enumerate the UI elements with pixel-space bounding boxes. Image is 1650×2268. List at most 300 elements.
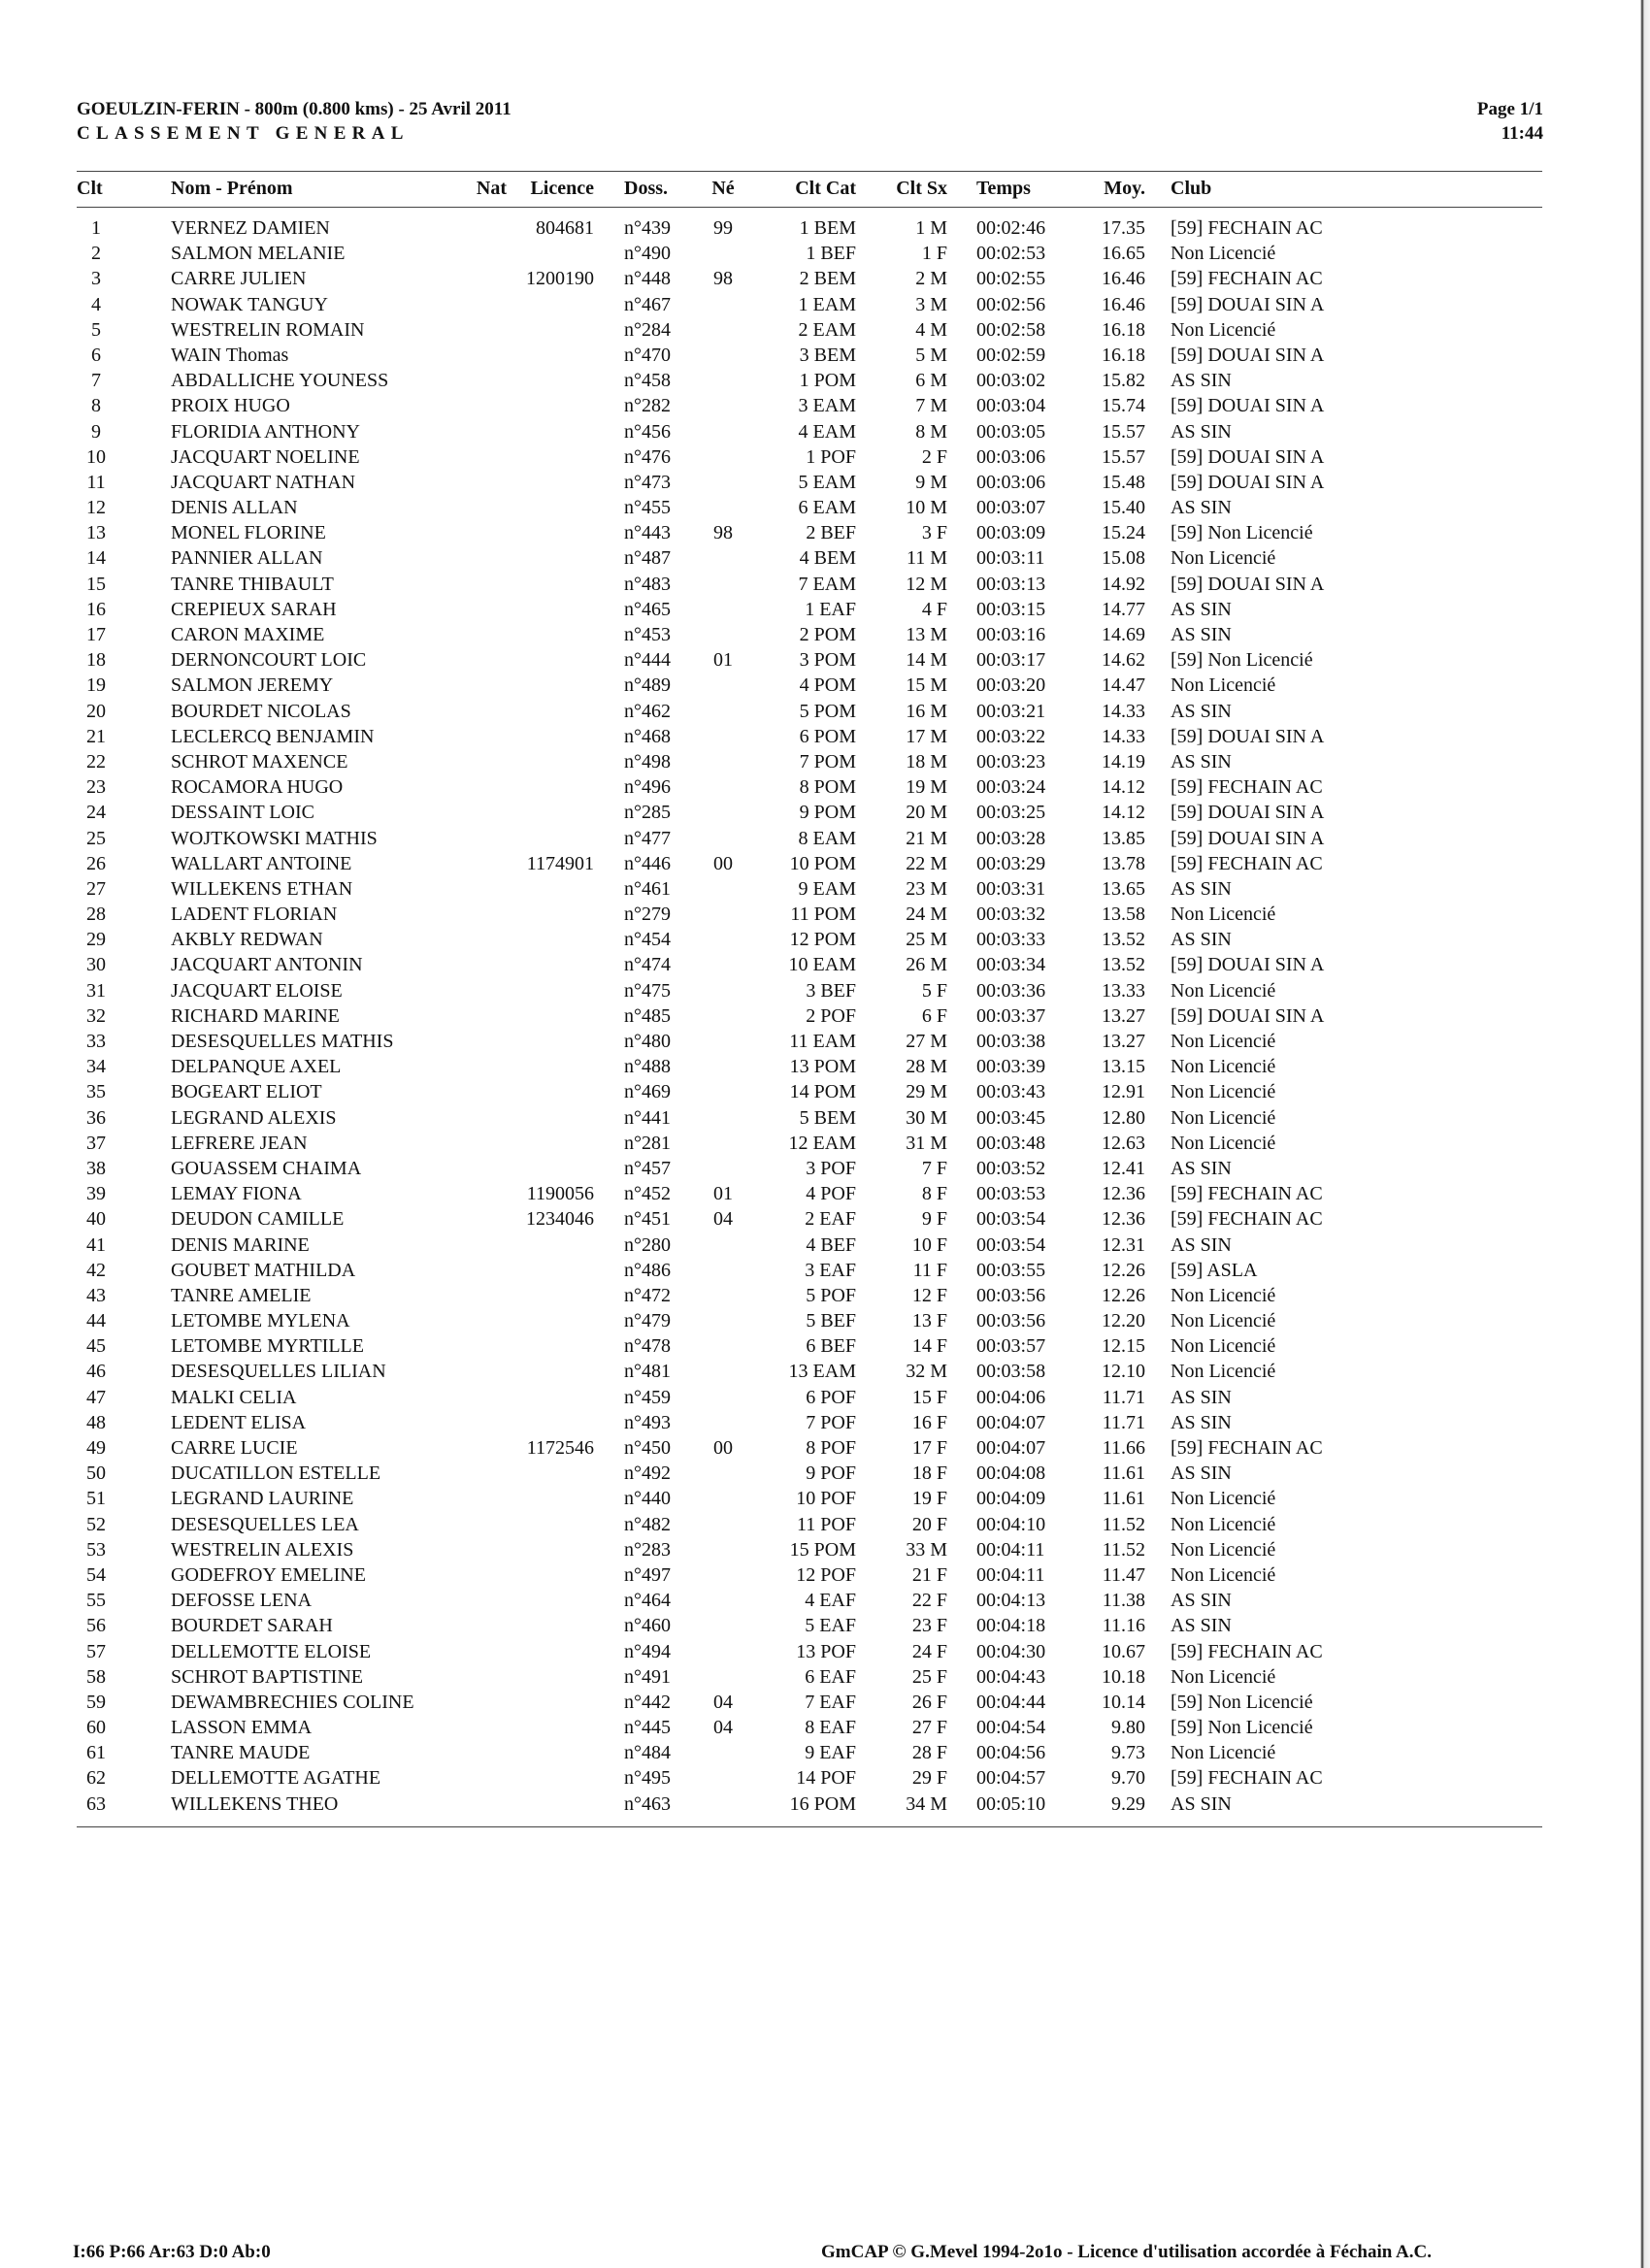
cell-temps: 00:04:18 (976, 1615, 1046, 1637)
cell-nom: JACQUART ANTONIN (171, 954, 363, 976)
cell-clt-cat: 10 EAM (788, 954, 856, 976)
cell-clt-cat: 1 EAF (805, 598, 856, 620)
cell-doss: n°485 (624, 1004, 671, 1027)
cell-clt: 41 (86, 1233, 106, 1256)
cell-moy: 9.80 (1111, 1717, 1145, 1739)
cell-clt-sx: 3 F (921, 522, 947, 544)
cell-temps: 00:03:53 (976, 1183, 1046, 1205)
cell-clt-sx: 8 F (921, 1183, 947, 1205)
cell-clt: 19 (86, 674, 106, 697)
cell-clt: 28 (86, 904, 106, 926)
cell-clt: 5 (91, 318, 101, 341)
cell-clt-cat: 15 POM (789, 1538, 856, 1561)
cell-temps: 00:03:57 (976, 1335, 1046, 1358)
cell-nom: AKBLY REDWAN (171, 929, 323, 951)
cell-doss: n°446 (624, 852, 671, 874)
cell-clt-sx: 27 F (911, 1717, 947, 1739)
cell-club: Non Licencié (1171, 547, 1276, 570)
print-time: 11:44 (1501, 123, 1543, 144)
cell-clt-cat: 9 EAM (798, 877, 856, 900)
cell-club: AS SIN (1171, 700, 1232, 722)
cell-club: Non Licencié (1171, 1310, 1276, 1332)
cell-moy: 13.65 (1102, 877, 1145, 900)
cell-clt-cat: 13 EAM (788, 1361, 856, 1383)
cell-clt-sx: 19 M (906, 776, 947, 799)
cell-clt-cat: 8 EAM (798, 827, 856, 849)
col-temps: Temps (976, 178, 1031, 199)
table-row (0, 419, 1650, 444)
cell-temps: 00:02:46 (976, 217, 1046, 239)
cell-clt-sx: 25 M (906, 929, 947, 951)
col-doss: Doss. (624, 178, 669, 199)
table-row (0, 1639, 1650, 1664)
cell-club: Non Licencié (1171, 1132, 1276, 1154)
cell-ne: 04 (713, 1717, 733, 1739)
cell-club: Non Licencié (1171, 243, 1276, 265)
cell-nom: DEWAMBRECHIES COLINE (171, 1691, 414, 1713)
cell-clt-sx: 3 M (915, 293, 947, 315)
cell-clt-cat: 1 BEM (799, 217, 856, 239)
cell-temps: 00:03:06 (976, 445, 1046, 468)
col-ne: Né (711, 178, 735, 199)
cell-ne: 00 (713, 1437, 733, 1459)
cell-doss: n°493 (624, 1411, 671, 1433)
cell-doss: n°467 (624, 293, 671, 315)
cell-clt-cat: 13 POM (789, 1056, 856, 1078)
cell-clt-cat: 9 POF (806, 1463, 856, 1485)
cell-temps: 00:03:28 (976, 827, 1046, 849)
cell-club: Non Licencié (1171, 1335, 1276, 1358)
cell-clt-cat: 3 BEF (806, 979, 856, 1002)
table-row (0, 1283, 1650, 1308)
cell-clt-sx: 12 M (906, 573, 947, 595)
cell-clt-cat: 4 POF (806, 1183, 856, 1205)
cell-moy: 13.27 (1102, 1004, 1145, 1027)
cell-nom: SALMON MELANIE (171, 243, 346, 265)
cell-moy: 11.47 (1102, 1563, 1145, 1586)
table-row (0, 241, 1650, 266)
cell-temps: 00:04:11 (976, 1538, 1045, 1561)
cell-nom: DEFOSSE LENA (171, 1590, 313, 1612)
cell-clt-cat: 1 EAM (798, 293, 856, 315)
cell-clt-cat: 8 POF (806, 1437, 856, 1459)
cell-clt-sx: 20 M (906, 802, 947, 824)
table-row (0, 444, 1650, 470)
cell-moy: 13.85 (1102, 827, 1145, 849)
cell-temps: 00:03:54 (976, 1233, 1046, 1256)
cell-club: [59] DOUAI SIN A (1171, 725, 1325, 747)
cell-clt-cat: 8 EAF (805, 1717, 856, 1739)
cell-temps: 00:03:45 (976, 1106, 1046, 1129)
cell-temps: 00:04:07 (976, 1437, 1046, 1459)
cell-clt-sx: 13 M (906, 624, 947, 645)
cell-clt-sx: 30 M (906, 1106, 947, 1129)
table-row (0, 1613, 1650, 1638)
cell-clt: 30 (86, 954, 106, 976)
cell-clt: 13 (86, 522, 106, 544)
cell-nom: TANRE MAUDE (171, 1742, 311, 1764)
cell-clt: 24 (86, 802, 106, 824)
cell-nom: BOURDET NICOLAS (171, 700, 351, 722)
cell-club: [59] FECHAIN AC (1171, 852, 1323, 874)
cell-clt-cat: 6 POM (799, 725, 856, 747)
cell-temps: 00:03:17 (976, 649, 1046, 672)
results-table (0, 215, 1650, 1817)
cell-moy: 12.91 (1102, 1081, 1145, 1103)
cell-club: [59] FECHAIN AC (1171, 1767, 1323, 1790)
cell-clt: 22 (86, 750, 106, 772)
cell-doss: n°281 (624, 1132, 671, 1154)
cell-clt: 36 (86, 1106, 106, 1129)
cell-temps: 00:04:11 (976, 1563, 1045, 1586)
cell-clt-sx: 11 M (906, 547, 947, 570)
cell-doss: n°456 (624, 420, 671, 443)
cell-temps: 00:03:07 (976, 497, 1046, 519)
cell-nom: VERNEZ DAMIEN (171, 217, 330, 239)
cell-doss: n°440 (624, 1488, 671, 1510)
cell-doss: n°498 (624, 750, 671, 772)
table-row (0, 1537, 1650, 1562)
table-row (0, 774, 1650, 800)
page-info (1359, 97, 1543, 146)
table-row (0, 495, 1650, 520)
cell-moy: 9.73 (1111, 1742, 1145, 1764)
cell-clt: 21 (86, 725, 106, 747)
cell-clt-sx: 15 F (911, 1386, 947, 1408)
cell-clt-cat: 5 EAF (805, 1615, 856, 1637)
table-row (0, 1181, 1650, 1206)
cell-clt-cat: 3 POF (806, 1157, 856, 1179)
cell-moy: 12.20 (1102, 1310, 1145, 1332)
cell-clt-cat: 9 EAF (805, 1742, 856, 1764)
cell-clt-sx: 10 M (906, 497, 947, 519)
cell-moy: 14.69 (1102, 624, 1145, 645)
cell-temps: 00:03:38 (976, 1031, 1046, 1052)
cell-doss: n°285 (624, 802, 671, 824)
cell-club: AS SIN (1171, 1157, 1232, 1179)
cell-moy: 16.46 (1102, 268, 1145, 290)
cell-clt-cat: 10 POF (796, 1488, 856, 1510)
col-club: Club (1171, 178, 1212, 199)
cell-clt-sx: 33 M (906, 1538, 947, 1561)
cell-clt: 61 (86, 1742, 106, 1764)
cell-clt-sx: 21 M (906, 827, 947, 849)
cell-nom: DELPANQUE AXEL (171, 1056, 342, 1078)
cell-moy: 11.66 (1102, 1437, 1145, 1459)
table-row (0, 647, 1650, 673)
table-row (0, 317, 1650, 343)
cell-clt-sx: 20 F (911, 1513, 947, 1535)
cell-clt: 63 (86, 1792, 106, 1815)
header-rule-top (77, 171, 1542, 172)
cell-club: [59] Non Licencié (1171, 1691, 1313, 1713)
cell-clt: 52 (86, 1513, 106, 1535)
cell-temps: 00:04:30 (976, 1640, 1046, 1662)
cell-moy: 14.12 (1102, 776, 1145, 799)
cell-nom: GOUBET MATHILDA (171, 1259, 356, 1281)
cell-clt-cat: 16 POM (789, 1792, 856, 1815)
table-row (0, 927, 1650, 952)
table-row (0, 572, 1650, 597)
table-row (0, 1206, 1650, 1232)
table-row (0, 1461, 1650, 1486)
cell-ne: 01 (713, 1183, 733, 1205)
cell-club: [59] DOUAI SIN A (1171, 954, 1325, 976)
cell-club: [59] FECHAIN AC (1171, 268, 1323, 290)
cell-club: AS SIN (1171, 1233, 1232, 1256)
cell-licence: 1174901 (526, 852, 594, 874)
cell-moy: 9.70 (1111, 1767, 1145, 1790)
cell-clt-sx: 13 F (911, 1310, 947, 1332)
cell-nom: MONEL FLORINE (171, 522, 326, 544)
table-row (0, 1003, 1650, 1029)
race-title: GOEULZIN-FERIN - 800m (0.800 kms) - 25 Avril 2011 (77, 99, 512, 119)
cell-clt: 59 (86, 1691, 106, 1713)
cell-clt-cat: 2 POF (806, 1004, 856, 1027)
cell-temps: 00:04:08 (976, 1463, 1046, 1485)
cell-nom: RICHARD MARINE (171, 1004, 340, 1027)
table-row (0, 1562, 1650, 1588)
cell-clt-sx: 15 M (906, 674, 947, 697)
cell-clt: 9 (91, 420, 101, 443)
cell-nom: SALMON JEREMY (171, 674, 334, 697)
cell-temps: 00:03:16 (976, 624, 1046, 645)
cell-temps: 00:03:22 (976, 725, 1046, 747)
cell-clt: 12 (86, 497, 106, 519)
cell-moy: 15.40 (1102, 497, 1145, 519)
cell-clt-cat: 4 BEM (799, 547, 856, 570)
table-row (0, 1054, 1650, 1079)
cell-moy: 14.47 (1102, 674, 1145, 697)
cell-doss: n°464 (624, 1590, 671, 1612)
cell-moy: 14.77 (1102, 598, 1145, 620)
cell-moy: 14.33 (1102, 700, 1145, 722)
cell-club: AS SIN (1171, 1411, 1232, 1433)
cell-clt-sx: 14 M (906, 649, 947, 672)
cell-club: [59] FECHAIN AC (1171, 1640, 1323, 1662)
cell-doss: n°490 (624, 243, 671, 265)
cell-nom: LECLERCQ BENJAMIN (171, 725, 375, 747)
cell-doss: n°492 (624, 1463, 671, 1485)
cell-clt-sx: 23 M (906, 877, 947, 900)
cell-clt: 17 (86, 624, 106, 645)
cell-clt-sx: 21 F (911, 1563, 947, 1586)
cell-temps: 00:02:53 (976, 243, 1046, 265)
cell-nom: MALKI CELIA (171, 1386, 297, 1408)
cell-nom: JACQUART ELOISE (171, 979, 343, 1002)
ranking-subtitle: CLASSEMENT GENERAL (77, 123, 410, 144)
cell-doss: n°480 (624, 1031, 671, 1052)
cell-nom: TANRE THIBAULT (171, 573, 334, 595)
cell-club: Non Licencié (1171, 904, 1276, 926)
cell-temps: 00:05:10 (976, 1792, 1046, 1815)
cell-clt-cat: 12 POF (796, 1563, 856, 1586)
table-row (0, 978, 1650, 1003)
cell-clt: 16 (86, 598, 106, 620)
cell-clt-sx: 16 M (906, 700, 947, 722)
cell-clt: 31 (86, 979, 106, 1002)
cell-temps: 00:03:43 (976, 1081, 1046, 1103)
cell-clt: 42 (86, 1259, 106, 1281)
cell-clt-sx: 4 F (921, 598, 947, 620)
cell-doss: n°460 (624, 1615, 671, 1637)
cell-nom: DUCATILLON ESTELLE (171, 1463, 381, 1485)
cell-club: Non Licencié (1171, 1106, 1276, 1129)
cell-clt-sx: 7 F (921, 1157, 947, 1179)
cell-doss: n°283 (624, 1538, 671, 1561)
table-row (0, 622, 1650, 647)
cell-doss: n°463 (624, 1792, 671, 1815)
cell-clt-sx: 7 M (915, 395, 947, 417)
table-row (0, 215, 1650, 241)
cell-clt-cat: 4 BEF (806, 1233, 856, 1256)
cell-doss: n°475 (624, 979, 671, 1002)
cell-clt-sx: 19 F (911, 1488, 947, 1510)
cell-club: Non Licencié (1171, 674, 1276, 697)
cell-nom: PROIX HUGO (171, 395, 290, 417)
cell-nom: LASSON EMMA (171, 1717, 313, 1739)
cell-temps: 00:04:44 (976, 1691, 1046, 1713)
cell-nom: WILLEKENS THEO (171, 1792, 339, 1815)
cell-clt-sx: 18 F (911, 1463, 947, 1485)
cell-nom: DESSAINT LOIC (171, 802, 314, 824)
cell-club: AS SIN (1171, 624, 1232, 645)
cell-nom: GODEFROY EMELINE (171, 1563, 366, 1586)
cell-clt-cat: 5 POM (799, 700, 856, 722)
cell-doss: n°282 (624, 395, 671, 417)
cell-moy: 9.29 (1111, 1792, 1145, 1815)
cell-moy: 13.78 (1102, 852, 1145, 874)
cell-clt-cat: 3 BEM (799, 344, 856, 366)
table-row (0, 1512, 1650, 1537)
cell-clt-cat: 14 POF (796, 1767, 856, 1790)
cell-nom: LETOMBE MYRTILLE (171, 1335, 364, 1358)
cell-clt: 7 (91, 370, 101, 392)
cell-moy: 10.14 (1102, 1691, 1145, 1713)
cell-clt-sx: 25 F (911, 1665, 947, 1688)
cell-clt-cat: 10 POM (789, 852, 856, 874)
cell-clt: 26 (86, 852, 106, 874)
cell-moy: 17.35 (1102, 217, 1145, 239)
cell-doss: n°443 (624, 522, 671, 544)
cell-temps: 00:03:20 (976, 674, 1046, 697)
cell-clt-cat: 4 EAF (805, 1590, 856, 1612)
cell-moy: 12.26 (1102, 1259, 1145, 1281)
cell-clt: 29 (86, 929, 106, 951)
cell-clt-sx: 1 M (915, 217, 947, 239)
cell-clt-cat: 2 POM (799, 624, 856, 645)
cell-moy: 15.57 (1102, 420, 1145, 443)
footer-stats: I:66 P:66 Ar:63 D:0 Ab:0 (73, 2242, 271, 2262)
cell-clt: 55 (86, 1590, 106, 1612)
cell-nom: LADENT FLORIAN (171, 904, 338, 926)
cell-nom: LEMAY FIONA (171, 1183, 302, 1205)
cell-clt-sx: 18 M (906, 750, 947, 772)
cell-ne: 04 (713, 1691, 733, 1713)
table-row (0, 1359, 1650, 1384)
cell-ne: 98 (713, 268, 733, 290)
cell-nom: LEGRAND LAURINE (171, 1488, 354, 1510)
table-row (0, 1131, 1650, 1156)
cell-temps: 00:03:58 (976, 1361, 1046, 1383)
cell-clt-sx: 9 M (915, 471, 947, 493)
cell-doss: n°454 (624, 929, 671, 951)
cell-doss: n°489 (624, 674, 671, 697)
cell-temps: 00:03:09 (976, 522, 1046, 544)
cell-temps: 00:03:13 (976, 573, 1046, 595)
cell-licence: 1200190 (526, 268, 594, 290)
cell-moy: 14.62 (1102, 649, 1145, 672)
cell-moy: 15.08 (1102, 547, 1145, 570)
cell-club: AS SIN (1171, 929, 1232, 951)
cell-nom: CREPIEUX SARAH (171, 598, 337, 620)
cell-clt-sx: 26 F (911, 1691, 947, 1713)
cell-club: Non Licencié (1171, 1742, 1276, 1764)
table-row (0, 1715, 1650, 1740)
cell-clt: 14 (86, 547, 106, 570)
cell-ne: 99 (713, 217, 733, 239)
cell-moy: 13.33 (1102, 979, 1145, 1002)
cell-doss: n°461 (624, 877, 671, 900)
cell-moy: 11.16 (1102, 1615, 1145, 1637)
cell-clt: 23 (86, 776, 106, 799)
cell-doss: n°459 (624, 1386, 671, 1408)
col-clt-sx: Clt Sx (896, 178, 947, 199)
column-header-row (0, 178, 1650, 203)
cell-moy: 12.41 (1102, 1157, 1145, 1179)
cell-nom: DEUDON CAMILLE (171, 1208, 345, 1231)
cell-nom: GOUASSEM CHAIMA (171, 1157, 362, 1179)
cell-clt-cat: 6 BEF (806, 1335, 856, 1358)
cell-clt-cat: 5 BEM (799, 1106, 856, 1129)
cell-clt: 39 (86, 1183, 106, 1205)
cell-nom: DENIS ALLAN (171, 497, 298, 519)
table-row (0, 826, 1650, 851)
table-row (0, 1029, 1650, 1054)
cell-clt: 35 (86, 1081, 106, 1103)
cell-moy: 16.18 (1102, 318, 1145, 341)
cell-club: Non Licencié (1171, 1563, 1276, 1586)
cell-moy: 12.26 (1102, 1284, 1145, 1306)
cell-club: [59] DOUAI SIN A (1171, 293, 1325, 315)
cell-moy: 11.61 (1102, 1463, 1145, 1485)
cell-moy: 12.31 (1102, 1233, 1145, 1256)
cell-nom: DESESQUELLES LEA (171, 1513, 359, 1535)
cell-temps: 00:03:21 (976, 700, 1046, 722)
cell-clt: 37 (86, 1132, 106, 1154)
cell-moy: 11.71 (1102, 1386, 1145, 1408)
cell-clt-cat: 12 EAM (788, 1132, 856, 1154)
cell-licence: 1234046 (526, 1208, 594, 1231)
table-row (0, 952, 1650, 977)
cell-clt-sx: 23 F (911, 1615, 947, 1637)
cell-club: [59] ASLA (1171, 1259, 1258, 1281)
cell-clt-cat: 12 POM (789, 929, 856, 951)
cell-temps: 00:04:10 (976, 1513, 1046, 1535)
cell-club: [59] DOUAI SIN A (1171, 1004, 1325, 1027)
cell-club: Non Licencié (1171, 1538, 1276, 1561)
cell-club: [59] DOUAI SIN A (1171, 573, 1325, 595)
cell-clt-sx: 11 F (912, 1259, 947, 1281)
cell-doss: n°474 (624, 954, 671, 976)
cell-temps: 00:04:43 (976, 1665, 1046, 1688)
cell-nom: ABDALLICHE YOUNESS (171, 370, 389, 392)
cell-doss: n°444 (624, 649, 671, 672)
table-row (0, 673, 1650, 698)
table-row (0, 266, 1650, 291)
cell-club: AS SIN (1171, 877, 1232, 900)
cell-moy: 11.61 (1102, 1488, 1145, 1510)
